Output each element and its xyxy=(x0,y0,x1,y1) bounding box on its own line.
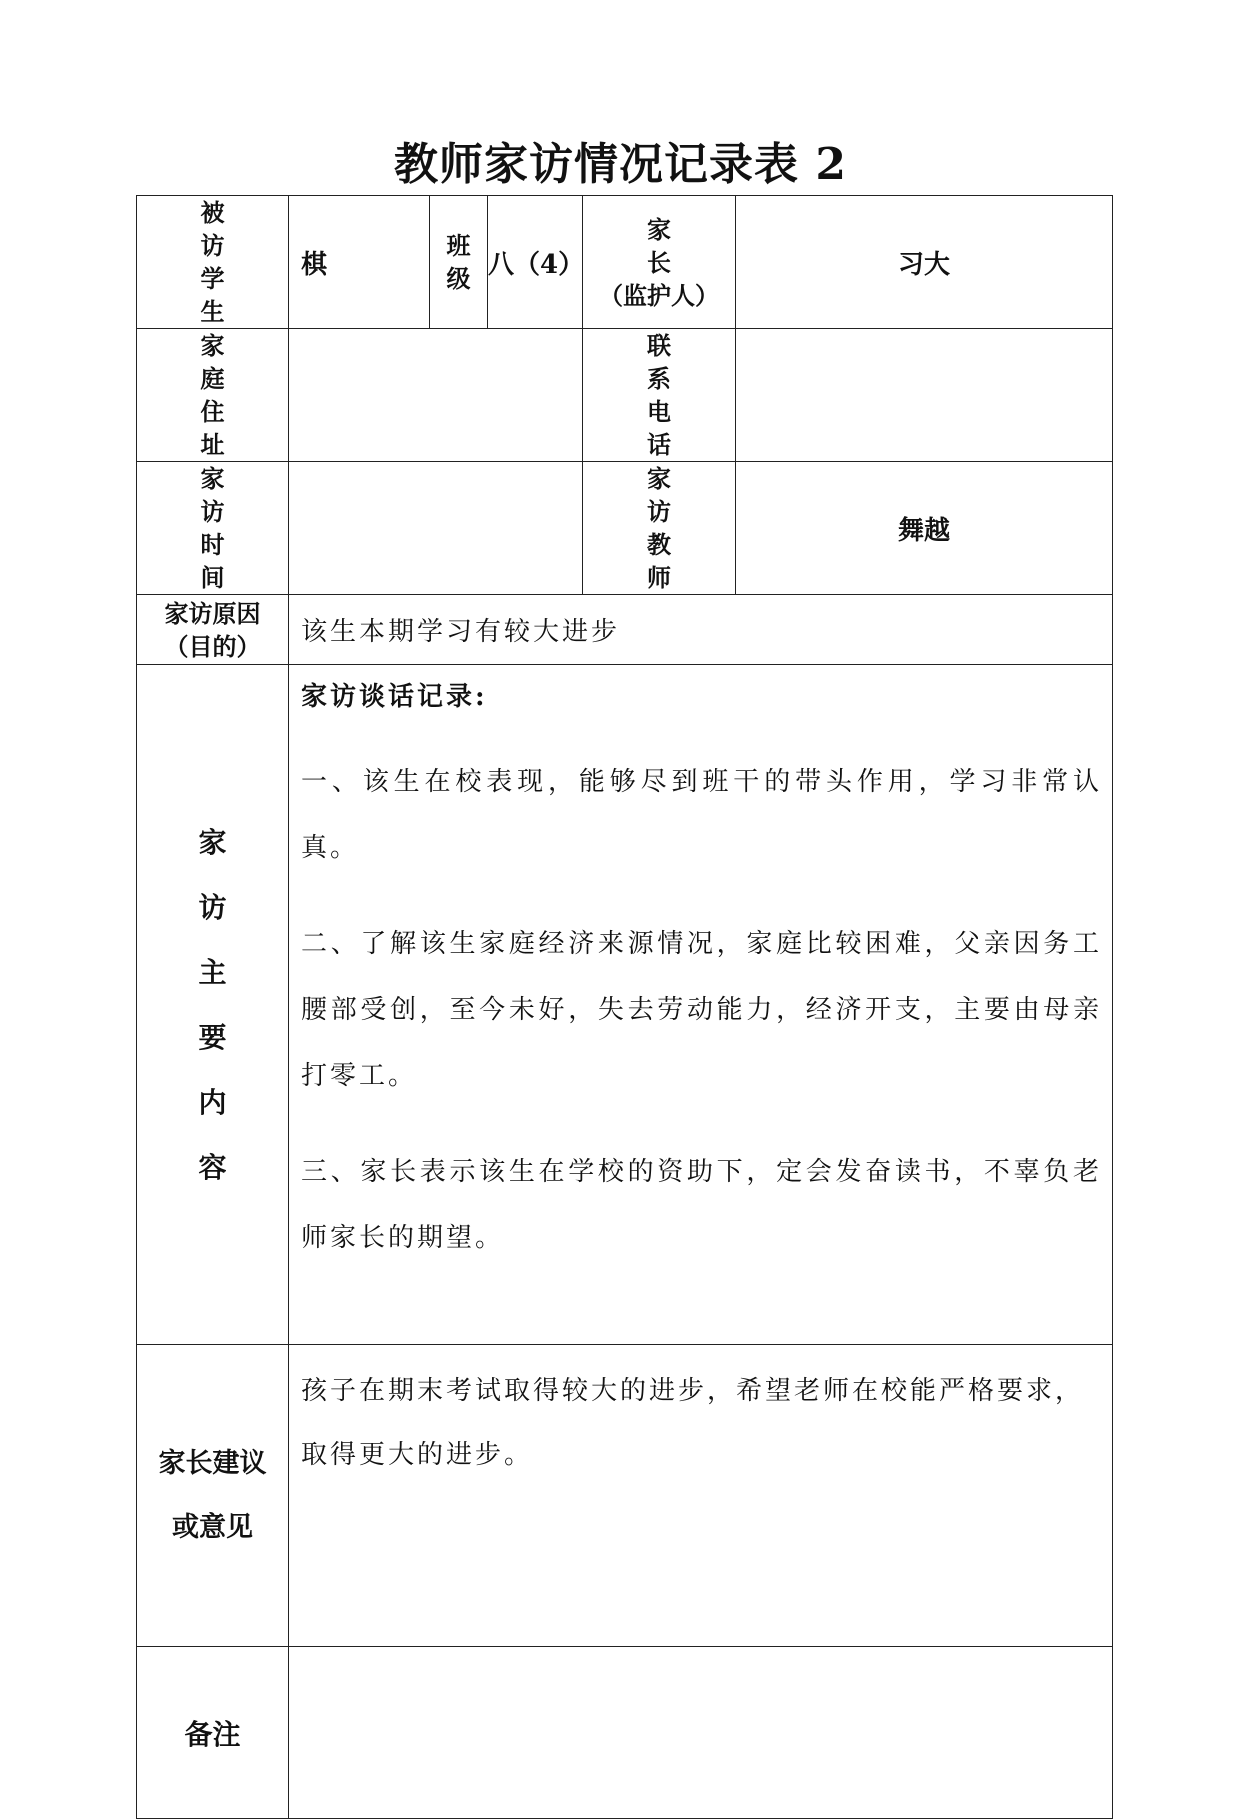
phone-value[interactable] xyxy=(736,329,1113,462)
student-value[interactable]: 棋 xyxy=(289,196,430,329)
reason-label: 家访原因 （目的） xyxy=(137,595,289,665)
visit-record-table xyxy=(136,195,1113,1819)
visit-content[interactable] xyxy=(289,665,1113,1345)
content-paragraph: 一、该生在校表现，能够尽到班干的带头作用，学习非常认真。 xyxy=(301,767,1102,863)
teacher-value[interactable]: 舞越 xyxy=(736,462,1113,595)
class-label: 班 级 xyxy=(430,196,488,329)
conversation-heading: 家访谈话记录: xyxy=(301,682,488,712)
page-title: 教师家访情况记录表 2 xyxy=(394,139,847,190)
table-row xyxy=(137,1647,1113,1819)
reason-value[interactable]: 该生本期学习有较大进步 xyxy=(289,595,1113,665)
teacher-label: 家 访 教 师 xyxy=(583,462,736,595)
class-value[interactable]: 八（4） xyxy=(488,196,583,329)
visit-time-label: 家 访 时 间 xyxy=(137,462,289,595)
student-label: 被 访 学 生 xyxy=(137,196,289,329)
table-row xyxy=(137,1345,1113,1647)
address-value[interactable] xyxy=(289,329,583,462)
content-paragraph: 三、家长表示该生在学校的资助下，定会发奋读书，不辜负老师家长的期望。 xyxy=(301,1157,1102,1253)
parent-label: 家 长 （监护人） xyxy=(583,196,736,329)
advice-value[interactable]: 孩子在期末考试取得较大的进步，希望老师在校能严格要求，取得更大的进步。 xyxy=(289,1345,1113,1647)
table-row xyxy=(137,462,1113,595)
notes-value[interactable] xyxy=(289,1647,1113,1819)
table-row xyxy=(137,196,1113,329)
visit-time-value[interactable] xyxy=(289,462,583,595)
table-row xyxy=(137,665,1113,1345)
advice-label: 家长建议 或意见 xyxy=(137,1345,289,1647)
table-row xyxy=(137,595,1113,665)
main-content-label: 家 访 主 要 内 容 xyxy=(137,665,289,1345)
phone-label: 联 系 电 话 xyxy=(583,329,736,462)
content-paragraph: 二、了解该生家庭经济来源情况，家庭比较困难，父亲因务工腰部受创，至今未好，失去劳动能力，经济开支，主要由母亲打零工。 xyxy=(301,929,1102,1091)
table-row xyxy=(137,329,1113,462)
parent-value[interactable]: 习大 xyxy=(736,196,1113,329)
notes-label: 备注 xyxy=(137,1647,289,1819)
address-label: 家 庭 住 址 xyxy=(137,329,289,462)
